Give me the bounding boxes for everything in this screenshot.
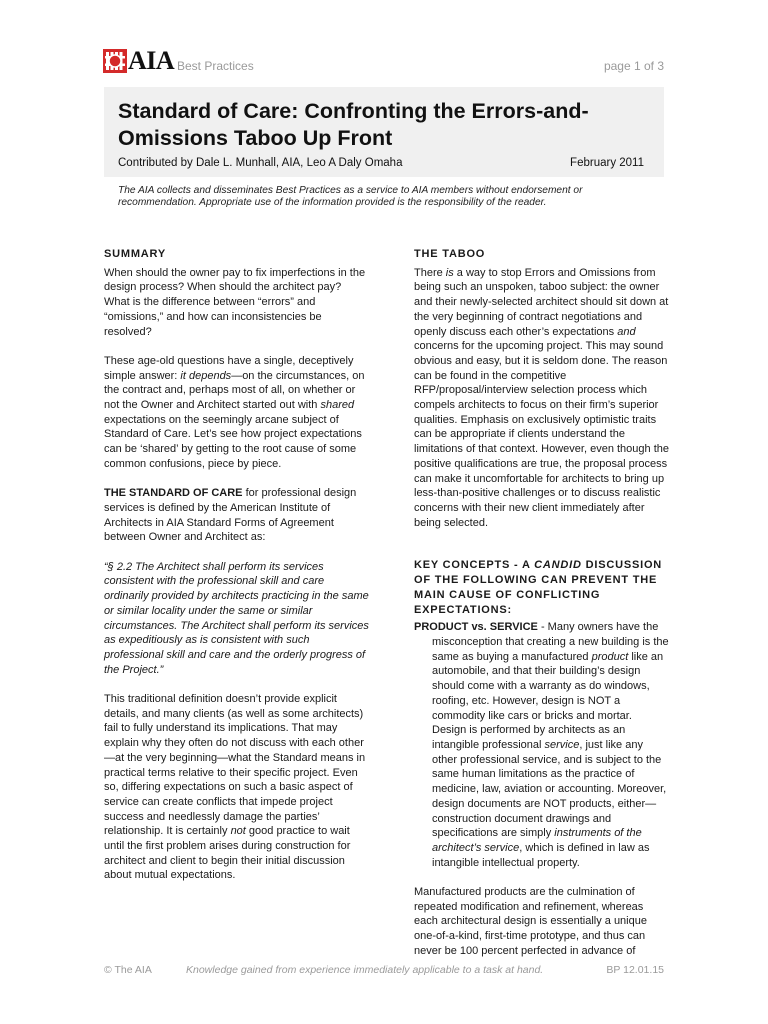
document-title: Standard of Care: Confronting the Errors-and-Omissions Taboo Up Front [118,99,589,150]
logo-text: AIA [128,46,175,75]
footer-doc-number: BP 12.01.15 [606,964,664,976]
header-label: Best Practices [177,59,254,73]
summary-heading: SUMMARY [104,248,167,260]
publication-date: February 2011 [570,157,644,169]
answer-paragraph: These age-old questions have a single, deceptively simple answer: it depends—on the circumstances, on the contract and, perhaps most of all, on whether or not the Owner and Architect started out with shared expectations on the seemingly arcane subject of Standard of Care. Let’s see how project expectations can be ‘shared’ by getting to the root cause of some common confusions, piece by piece. [104,354,365,470]
standard-quote: “§ 2.2 The Architect shall perform its services consistent with the professional skill and care ordinarily provided by architects practicing in the same or similar locality under the same or similar circumstances. The Architect shall perform its services as expeditiously as is consistent with such professional skill and care and the orderly progress of the Project.” [104,560,369,676]
manufactured-products-paragraph: Manufactured products are the culmination of repeated modification and refinement, whereas each architectural design is essentially a unique one-of-a-kind, first-time prototype, and thus can never be 100 percent perfected in advance of [414,886,647,957]
footer-tagline: Knowledge gained from experience immediately applicable to a task at hand. [186,964,544,976]
byline: Contributed by Dale L. Munhall, AIA, Leo A Daly Omaha [118,157,403,169]
summary-paragraph: When should the owner pay to fix imperfections in the design process? When should the architect pay? What is the difference between “errors” and “omissions,” and how can inconsistencies be resolved? [104,266,366,338]
footer-copyright: © The AIA [104,964,152,976]
aia-logo [103,48,174,74]
left-column [104,247,369,898]
page-indicator: page 1 of 3 [603,59,664,73]
key-concepts-heading: KEY CONCEPTS - A CANDID DISCUSSION OF THE FOLLOWING CAN PREVENT THE MAIN CAUSE OF CONFLICTING EXPECTATIONS: [414,559,663,617]
taboo-paragraph: There is a way to stop Errors and Omissions from being such an unspoken, taboo subject: the owner and their newly-selected architect should sit down at the very beginning of contract negotiations and openly discuss each other’s expectations and concerns for the upcoming project. This may sound obvious and easy, but it is seldom done. The reason can be found in the competitive RFP/proposal/interview selection process which compels architects to focus on their firm’s superior qualities. Emphasis on exclusively optimistic traits can be appropriate if clients understand the limitations of that context. However, even though the positive qualifications are true, the proposal process can make it uncomfortable for architects to bring up less-than-positive challenges or to discuss realistic concerns with their new client immediately after being selected. [414,266,669,529]
taboo-heading: THE TABOO [414,248,486,260]
product-vs-service-paragraph: PRODUCT vs. SERVICE - Many owners have the misconception that creating a new building is the same as buying a manufactured product like an automobile, and that their building’s design should come with a warranty as do windows, roofing, etc. However, design is NOT a commodity like cars or bricks and mortar. Design is performed by architects as an intangible professional service, just like any other professional service, and is subject to the same human limitations as the practice of medicine, law, aviation or accounting. Moreover, design documents are NOT products, either—construction document drawings and specifications are simply instruments of the architect’s service, which is defined in law as intangible intellectual property. [414,621,669,869]
right-column [414,247,669,973]
disclaimer: The AIA collects and disseminates Best Practices as a service to AIA members without endorsement or recommendation. Appropriate use of the information provided is the responsibility of the reader. [118,185,583,208]
standard-of-care-paragraph: THE STANDARD OF CARE for professional design services is defined by the American Institute of Architects in AIA Standard Forms of Agreement between Owner and Architect as: [104,487,357,544]
aia-logo-mark-icon [103,49,127,73]
definition-paragraph: This traditional definition doesn’t provide explicit details, and many clients (as well as some architects) fail to fully understand its implications. That may explain why they often do not discuss with each other—at the very beginning—what the Standard means in practical terms relative to their specific project. Even so, differing expectations on such a basic aspect of service can create conflicts that impede project success and needlessly damage the parties’ relationship. It is certainly not good practice to wait until the first problem arises during construction for architect and client to begin their initial discussion about mutual expectations. [104,693,366,882]
